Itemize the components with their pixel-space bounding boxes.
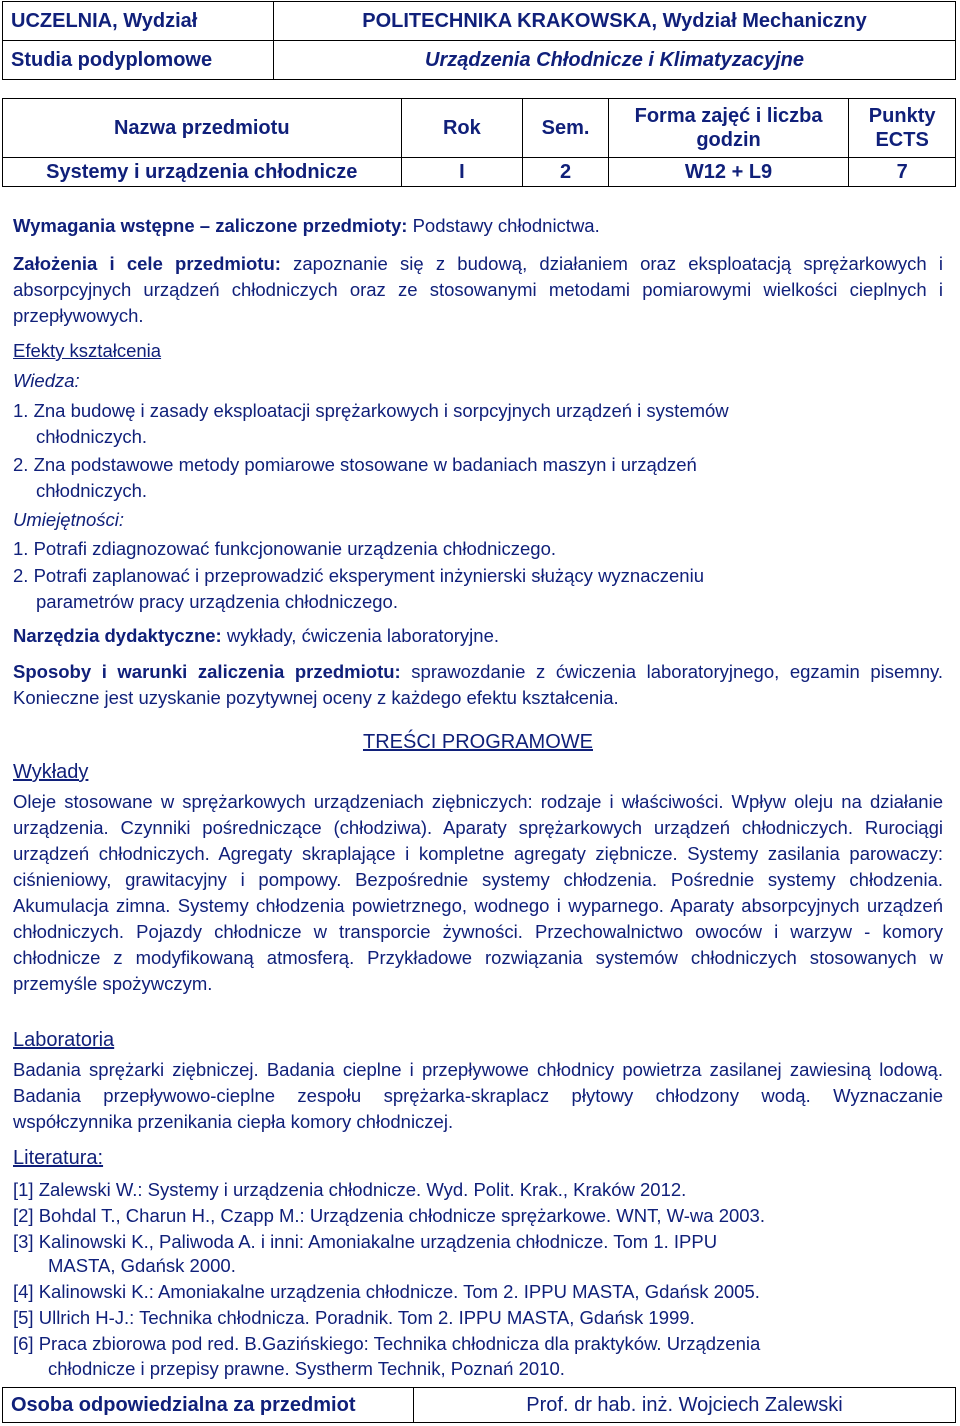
- skills-item-1: [13, 536, 556, 562]
- goals-value: zapoznanie się z budową, działaniem oraz eksploatacją sprężarkowych i absorpcyjnych urządzeń chłodniczych oraz ze stosowanymi metodami pomiarowymi wielkości cieplnych i przepływowych.: [13, 253, 944, 326]
- literature-item-3-text: Kalinowski K., Paliwoda A. i inni: Amoniakalne urządzenia chłodnicze. Tom 1. IPPU: [38, 1231, 718, 1252]
- literature-item-4: [13, 1279, 760, 1305]
- lectures-title: Wykłady: [13, 761, 89, 783]
- knowledge-item-1: [13, 398, 729, 424]
- skills-item-1-text: Potrafi zdiagnozować funkcjonowanie urządzenia chłodniczego.: [33, 538, 557, 559]
- col-name-header: Nazwa przedmiotu: [3, 99, 402, 158]
- responsible-person: Prof. dr hab. inż. Wojciech Zalewski: [414, 1388, 956, 1423]
- col-form-header: Forma zajęć i liczba godzin: [608, 99, 849, 158]
- course-form: W12 + L9: [608, 158, 849, 187]
- lab-title: Laboratoria: [13, 1029, 115, 1051]
- skills-item-2-text: Potrafi zaplanować i przeprowadzić eksperyment inżynierski służący wyznaczeniu: [33, 565, 704, 586]
- knowledge-item-2-cont: chłodniczych.: [36, 480, 148, 501]
- course-semester: 2: [523, 158, 609, 187]
- lab-text: Badania sprężarki ziębniczej. Badania cieplne i przepływowe chłodnicy powietrza zasilanej zawiesiną lodową. Badania przepływowo-cieplne zespołu sprężarka-skraplacz płytowy chłodzony wodą. Wyznaczanie współczynnika przenikania ciepła komory chłodniczej.: [13, 1059, 943, 1132]
- lectures-text: Oleje stosowane w sprężarkowych urządzeniach ziębniczych: rodzaje i właściwości. Wpływ oleju na działanie urządzenia. Czynniki pośredniczące (chłodziwa). Aparaty sprężarkowych urządzeń chłodniczych. Rurociągi urządzeń chłodniczych. Agregaty skraplające i kompletne agregaty ziębnicze. Systemy zasilania parowaczy: ciśnieniowy, grawitacyjny i pompowy. Bezpośrednie systemy chłodzenia. Pośrednie systemy chłodzenia. Akumulacja zimna. Systemy chłodzenia powietrznego, wodnego i wyparnego. Aparaty absorpcyjnych urządzeń chłodniczych. Pojazdy chłodnicze w transporcie żywności. Przechowalnictwo owoców i warzyw - komory chłodnicze z modyfikowaną atmosferą. Przykładowe rozwiązania systemów chłodniczych stosowanych w przemyśle spożywczym.: [13, 791, 943, 994]
- requirements-label: Wymagania wstępne – zaliczone przedmioty:: [13, 215, 408, 236]
- knowledge-item-2-text: Zna podstawowe metody pomiarowe stosowane w badaniach maszyn i urządzeń: [33, 454, 697, 475]
- knowledge-title: Wiedza:: [13, 370, 80, 391]
- literature-item-6-num: [6]: [13, 1333, 34, 1354]
- literature-item-1-num: [1]: [13, 1179, 34, 1200]
- responsible-label: Osoba odpowiedzialna za przedmiot: [3, 1388, 414, 1423]
- knowledge-item-1-text: Zna budowę i zasady eksploatacji sprężarkowych i sorpcyjnych urządzeń i systemów: [33, 400, 729, 421]
- header-left-2: Studia podyplomowe: [3, 41, 274, 80]
- assessment-value: sprawozdanie z ćwiczenia laboratoryjnego, egzamin pisemny. Konieczne jest uzyskanie pozytywnej oceny z każdego efektu kształcenia.: [13, 661, 944, 708]
- literature-item-2: [13, 1203, 765, 1229]
- literature-item-5-text: Ullrich H-J.: Technika chłodnicza. Poradnik. Tom 2. IPPU MASTA, Gdańsk 1999.: [38, 1307, 695, 1328]
- skills-title: Umiejętności:: [13, 509, 125, 530]
- literature-item-3: [13, 1229, 717, 1255]
- literature-item-1: [13, 1177, 686, 1203]
- course-year: I: [401, 158, 523, 187]
- tools-value: wykłady, ćwiczenia laboratoryjne.: [226, 625, 499, 646]
- literature-item-5-num: [5]: [13, 1307, 34, 1328]
- course-ects: 7: [849, 158, 956, 187]
- footer-table: [2, 1387, 956, 1423]
- header-right-2: Urządzenia Chłodnicze i Klimatyzacyjne: [274, 41, 956, 80]
- literature-item-3-num: [3]: [13, 1231, 34, 1252]
- program-title: TREŚCI PROGRAMOWE: [362, 731, 593, 753]
- tools-label: Narzędzia dydaktyczne:: [13, 625, 222, 646]
- knowledge-item-1-cont: chłodniczych.: [36, 426, 148, 447]
- literature-title: Literatura:: [13, 1147, 104, 1169]
- goals: [13, 251, 943, 329]
- literature-item-2-num: [2]: [13, 1205, 34, 1226]
- outcomes-title: Efekty kształcenia: [13, 340, 162, 361]
- literature-item-1-text: Zalewski W.: Systemy i urządzenia chłodnicze. Wyd. Polit. Krak., Kraków 2012.: [38, 1179, 687, 1200]
- literature-item-6-cont: chłodnicze i przepisy prawne. Systherm Technik, Poznań 2010.: [48, 1358, 565, 1379]
- requirements: [13, 213, 600, 239]
- literature-item-6-text: Praca zbiorowa pod red. B.Gazińskiego: Technika chłodnicza dla praktyków. Urządzenia: [38, 1333, 761, 1354]
- header-left-1: UCZELNIA, Wydział: [3, 2, 274, 41]
- literature-item-4-text: Kalinowski K.: Amoniakalne urządzenia chłodnicze. Tom 2. IPPU MASTA, Gdańsk 2005.: [38, 1281, 760, 1302]
- literature-item-5: [13, 1305, 695, 1331]
- col-ects-header: Punkty ECTS: [849, 99, 956, 158]
- course-name: Systemy i urządzenia chłodnicze: [3, 158, 402, 187]
- tools: [13, 623, 499, 649]
- header-table: [2, 1, 956, 80]
- col-year-header: Rok: [401, 99, 523, 158]
- requirements-value: Podstawy chłodnictwa.: [412, 215, 600, 236]
- goals-label: Założenia i cele przedmiotu:: [13, 253, 281, 274]
- literature-item-3-cont: MASTA, Gdańsk 2000.: [48, 1255, 236, 1276]
- skills-item-2-num: 2.: [13, 565, 29, 586]
- header-right-1: POLITECHNIKA KRAKOWSKA, Wydział Mechaniczny: [274, 2, 956, 41]
- skills-item-1-num: 1.: [13, 538, 29, 559]
- assessment-label: Sposoby i warunki zaliczenia przedmiotu:: [13, 661, 401, 682]
- knowledge-item-2-num: 2.: [13, 454, 29, 475]
- assessment: [13, 659, 943, 711]
- skills-item-2: [13, 563, 704, 589]
- course-table: [2, 98, 956, 187]
- literature-item-2-text: Bohdal T., Charun H., Czapp M.: Urządzenia chłodnicze sprężarkowe. WNT, W-wa 2003.: [38, 1205, 765, 1226]
- knowledge-item-1-num: 1.: [13, 400, 29, 421]
- literature-item-6: [13, 1331, 760, 1357]
- literature-item-4-num: [4]: [13, 1281, 34, 1302]
- skills-item-2-cont: parametrów pracy urządzenia chłodniczego.: [36, 591, 398, 612]
- col-semester-header: Sem.: [523, 99, 609, 158]
- knowledge-item-2: [13, 452, 697, 478]
